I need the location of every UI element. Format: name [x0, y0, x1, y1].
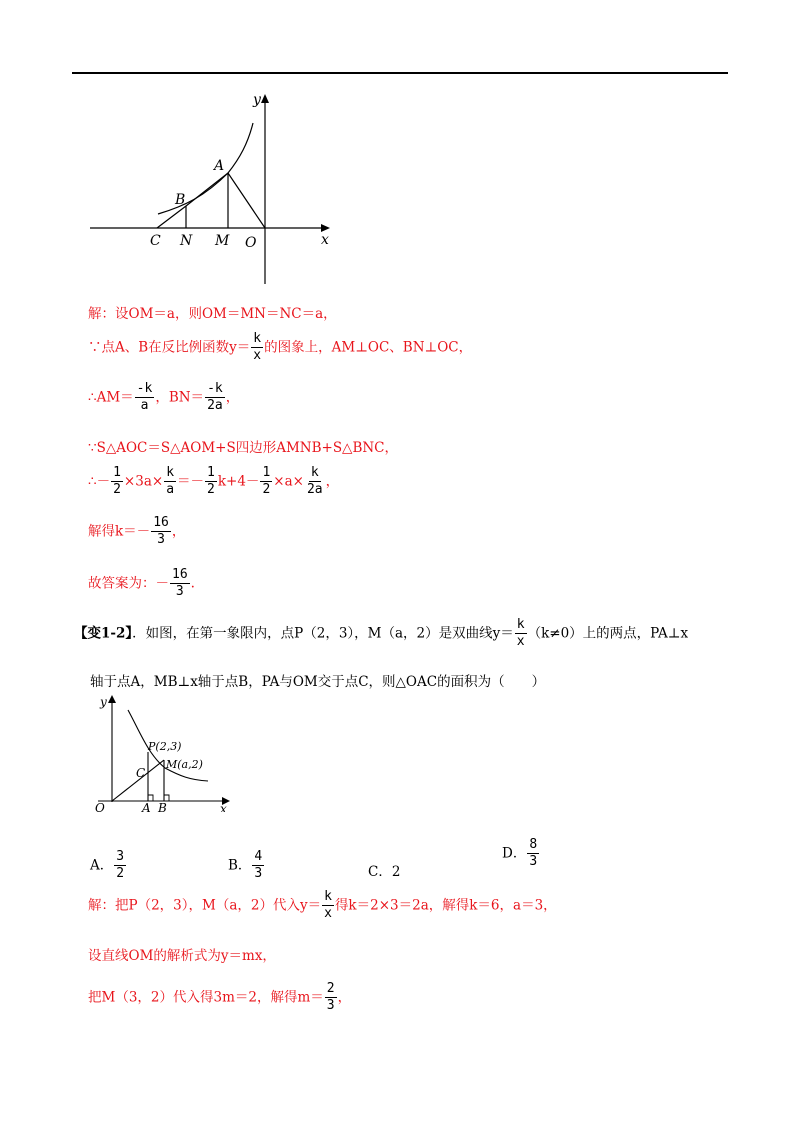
label-B: B [175, 192, 186, 208]
header-rule [72, 72, 728, 74]
sol1-line5: ∴－ $\frac{1}{2}$ ×3a× $\frac{k}{a}$ ＝－ $\frac{1}{2}$ k+4－ $\frac{1}{2}$ ×a× $\frac{k}{2a}$ ， [88, 465, 340, 498]
label-P: P(2,3) [148, 740, 182, 753]
label-y: y [100, 695, 107, 709]
label-O: O [245, 235, 257, 251]
label-O: O [95, 801, 105, 812]
label-x: x [321, 232, 329, 248]
option-a[interactable]: A． $\frac{3}{2}$ [90, 849, 125, 882]
label-x: x [220, 802, 227, 812]
label-M: M(a,2) [166, 758, 203, 771]
figure-1 [85, 88, 335, 284]
sol1-line3: ∴AM＝ $\frac{-k}{a}$ ，BN＝ $\frac{-k}{2a}$ ， [88, 381, 240, 414]
sol2-line1: 解：把P（2，3），M（a，2）代入y＝ $\frac{k}{x}$ 得k＝2×3＝2a，解得k＝6，a＝3， [88, 889, 557, 922]
sol1-line6: 解得k＝－ $\frac{16}{3}$ ， [88, 515, 186, 548]
sol2-line3: 把M（3，2）代入得3m＝2，解得m＝ $\frac{2}{3}$ ， [88, 981, 352, 1014]
sol1-line4: ∵S△AOC＝S△AOM+S四边形AMNB+S△BNC， [88, 440, 399, 456]
label-B: B [158, 801, 167, 812]
sol1-line7: 故答案为：－ $\frac{16}{3}$ . [88, 567, 195, 600]
option-b[interactable]: B． $\frac{4}{3}$ [228, 849, 263, 882]
sol1-line2: ∵点A、B在反比例函数y＝ $\frac{k}{x}$ 的图象上，AM⊥OC、BN⊥OC， [88, 331, 473, 364]
option-c[interactable]: C．2 [368, 864, 401, 880]
label-A: A [214, 158, 225, 174]
q2-line2: 轴于点A，MB⊥x轴于点B，PA与OM交于点C，则△OAC的面积为（ ） [90, 674, 546, 690]
figure-2 [90, 692, 240, 812]
option-d[interactable]: D． $\frac{8}{3}$ [502, 837, 538, 870]
sol2-line2: 设直线OM的解析式为y＝mx， [88, 948, 276, 964]
label-A: A [142, 801, 151, 812]
label-C: C [136, 766, 146, 780]
sol1-line1: 解：设OM＝a，则OM＝MN＝NC＝a， [88, 306, 337, 322]
label-y: y [253, 92, 261, 108]
label-C: C [150, 233, 161, 249]
label-M: M [215, 233, 230, 249]
q2-line1: 【变1-2】．如图，在第一象限内，点P（2，3），M（a，2）是双曲线y＝ $\frac{k}{x}$ （k≠0）上的两点，PA⊥x [74, 617, 689, 650]
label-N: N [180, 233, 193, 249]
